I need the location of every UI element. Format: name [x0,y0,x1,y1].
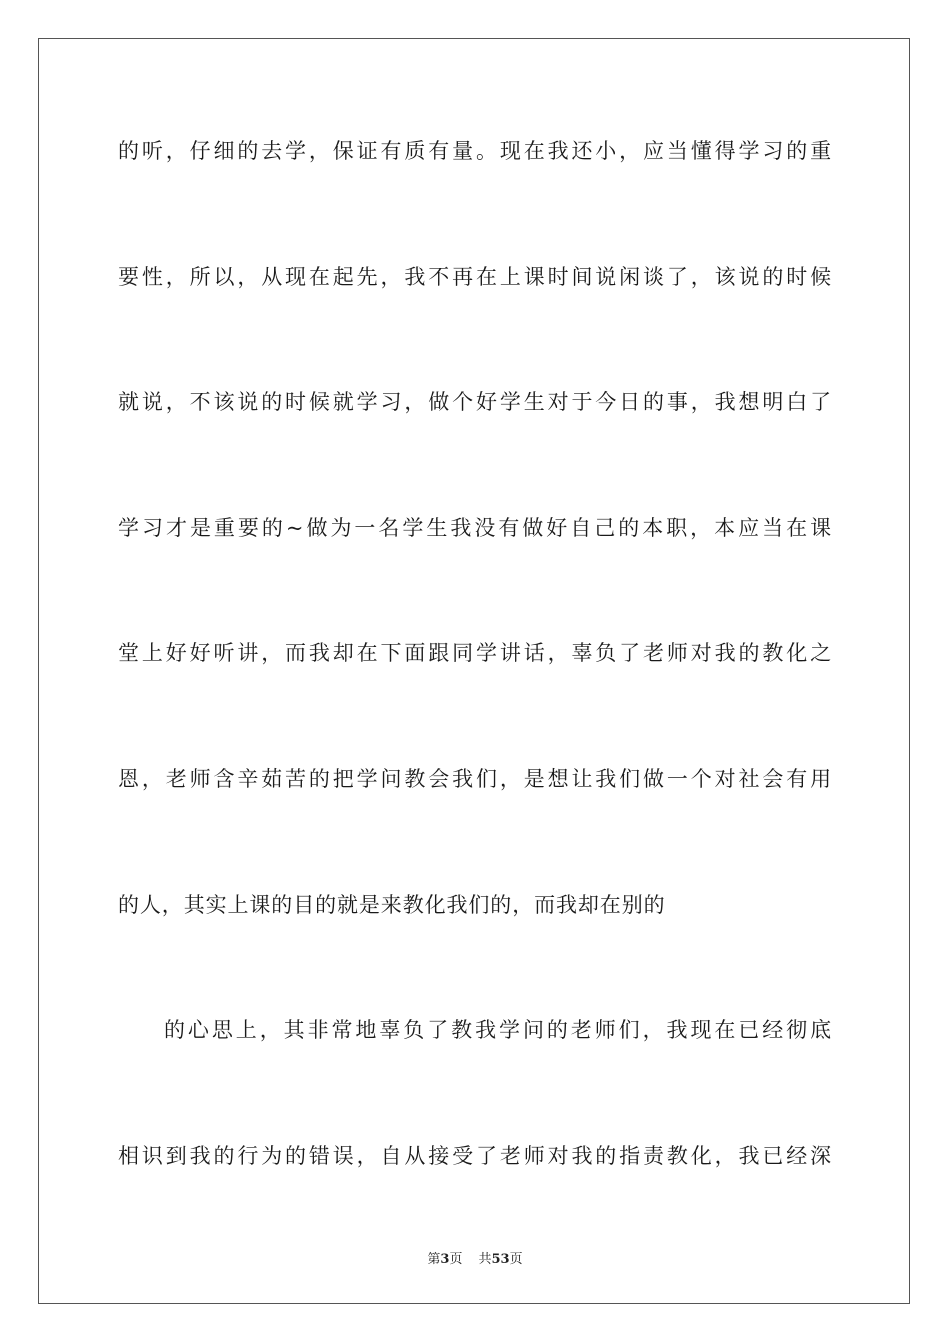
text-line: 恩，老师含辛茹苦的把学问教会我们，是想让我们做一个对社会有用 [118,766,832,791]
text-line-indented: 的心思上，其非常地辜负了教我学问的老师们，我现在已经彻底 [164,1018,832,1043]
total-prefix: 共 [478,1252,492,1267]
text-line: 堂上好好听讲，而我却在下面跟同学讲话，辜负了老师对我的教化之 [118,641,832,666]
page-current: 3 [440,1252,450,1267]
page-total: 53 [491,1252,510,1267]
page-suffix: 页 [449,1252,463,1267]
page-prefix: 第 [427,1252,441,1267]
text-line: 学习才是重要的~做为一名学生我没有做好自己的本职，本应当在课 [118,515,832,540]
text-line: 要性，所以，从现在起先，我不再在上课时间说闲谈了，该说的时候 [118,264,832,289]
text-line: 相识到我的行为的错误，自从接受了老师对我的指责教化，我已经深 [118,1143,832,1168]
text-line: 的人，其实上课的目的就是来教化我们的，而我却在别的 [118,892,666,917]
text-line: 的听，仔细的去学，保证有质有量。现在我还小，应当懂得学习的重 [118,139,832,163]
page-footer [0,1248,950,1267]
document-body [118,128,832,1258]
total-suffix: 页 [509,1252,523,1267]
text-line: 就说，不该说的时候就学习，做个好学生对于今日的事，我想明白了 [118,390,832,415]
